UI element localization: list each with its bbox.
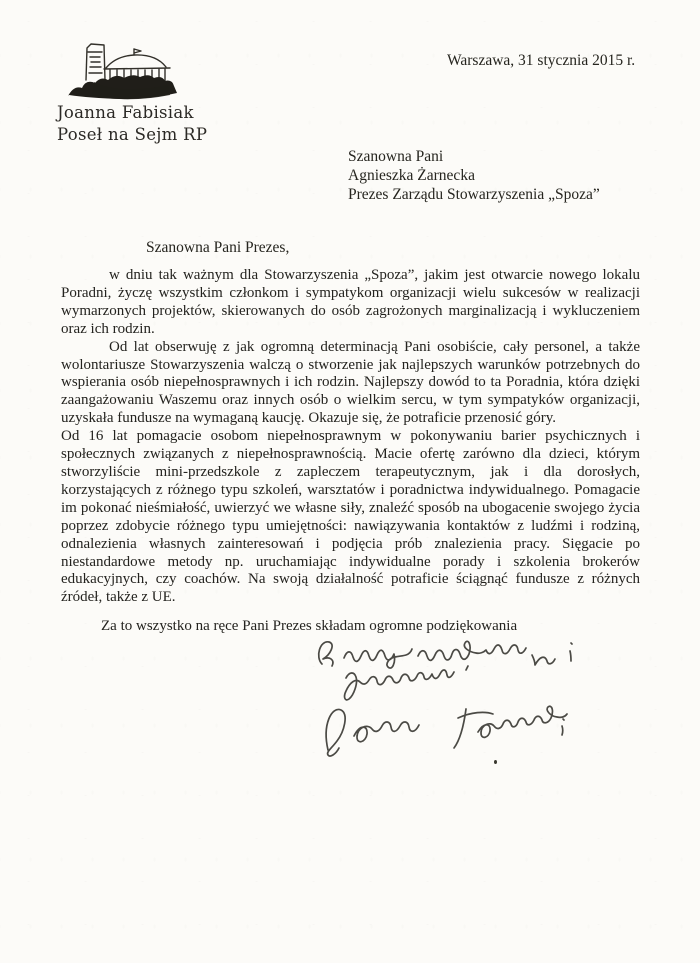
stray-ink-dot — [494, 760, 497, 764]
sender-title: Poseł na Sejm RP — [57, 125, 208, 144]
body-paragraph-1: w dniu tak ważnym dla Stowarzyszenia „Spoza”, jakim jest otwarcie nowego lokalu Poradni, życzę wszystkim członkom i sympatykom organizacji wielu sukcesów w realizacji wymarzonych projektów, skierowanych do osób zagrożonych marginalizacją i wykluczeniem oraz ich rodzin. — [61, 267, 640, 337]
closing-line: Za to wszystko na ręce Pani Prezes składam ogromne podziękowania — [101, 618, 518, 635]
recipient-block — [348, 147, 600, 204]
body-paragraph-3: Od 16 lat pomagacie osobom niepełnosprawnym w pokonywaniu barier psychicznych i społecznych związanych z niepełnosprawnością. Macie ofertę zarówno dla dzieci, którym stworzyliście mini-przedszkole z zapleczem terapeutycznym, jak i dla dorosłych, korzystających z różnego typu szkoleń, warsztatów i poradnictwa indywidualnego. Pomagacie im pokonać nieśmiałość, uwierzyć we własne siły, znaleźć sposób na ubogacenie swojego życia poprzez zdobycie różnego typu umiejętności: nawiązywania kontaktów z ludźmi i rodziną, odnalezienia własnych zainteresowań i podjęcia prób znalezienia pracy. Sięgacie po niestandardowe metody np. uruchamiając indywidualne porady i szkolenia brokerów edukacyjnych, czy coachów. Na swoją działalność potraficie ściągnąć fundusze z różnych źródeł, także z UE. — [61, 428, 640, 606]
salutation: Szanowna Pani Prezes, — [146, 239, 290, 256]
recipient-role: Prezes Zarządu Stowarzyszenia „Spoza” — [348, 186, 600, 203]
sender-block — [57, 102, 207, 146]
body-paragraph-2: Od lat obserwuję z jak ogromną determinacją Pani osobiście, cały personel, a także wolontariusze Stowarzyszenia walczą o stworzenie jak najlepszych warunków potrzebnych do wspierania osób niepełnosprawnych i ich rodzin. Najlepszy dowód to ta Poradnia, która dzięki zaangażowaniu Waszemu oraz innych osób o wielkim sercu, w tym sympatyków organizacji, uzyskała fundusze na wymaganą kaucję. Okazuje się, że potraficie przenosić góry. — [61, 338, 640, 427]
sejm-logo — [64, 38, 186, 106]
handwritten-signature — [306, 624, 602, 770]
recipient-name: Agnieszka Żarnecka — [348, 167, 475, 184]
sender-name: Joanna Fabisiak — [57, 103, 194, 122]
recipient-salutation-line: Szanowna Pani — [348, 148, 444, 165]
dateline: Warszawa, 31 stycznia 2015 r. — [447, 52, 636, 69]
signature-ink-icon — [306, 624, 602, 770]
letter-body — [61, 267, 640, 636]
sejm-building-icon — [64, 38, 186, 106]
